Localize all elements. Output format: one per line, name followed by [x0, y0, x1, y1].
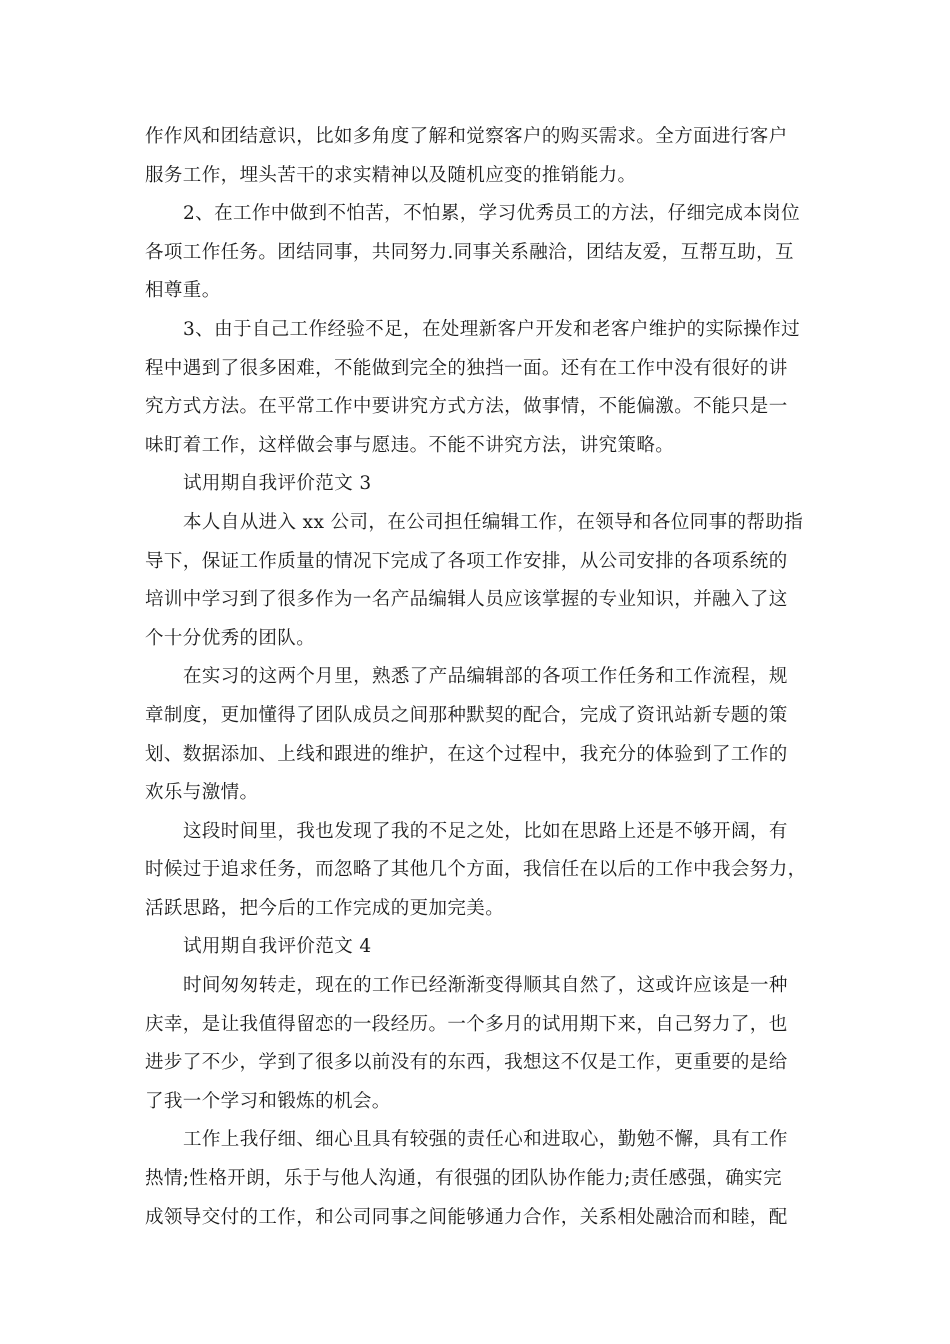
text-line: 3、由于自己工作经验不足，在处理新客户开发和老客户维护的实际操作过: [183, 318, 800, 340]
text-line: 导下，保证工作质量的情况下完成了各项工作安排，从公司安排的各项系统的: [145, 550, 788, 572]
text-line: 进步了不少，学到了很多以前没有的东西，我想这不仅是工作，更重要的是给: [145, 1052, 788, 1074]
text-line: 相尊重。: [145, 280, 221, 302]
text-line: 时候过于追求任务，而忽略了其他几个方面，我信任在以后的工作中我会努力，: [145, 859, 807, 881]
text-line: 成领导交付的工作，和公司同事之间能够通力合作，关系相处融洽而和睦，配: [145, 1206, 788, 1228]
text-line: 究方式方法。在平常工作中要讲究方式方法，做事情，不能偏激。不能只是一: [145, 396, 788, 418]
text-line: 时间匆匆转走，现在的工作已经渐渐变得顺其自然了，这或许应该是一种: [183, 975, 788, 997]
text-line: 这段时间里，我也发现了我的不足之处，比如在思路上还是不够开阔，有: [183, 820, 788, 842]
text-line: 热情;性格开朗，乐于与他人沟通，有很强的团队协作能力;责任感强，确实完: [145, 1168, 782, 1190]
text-line: 培训中学习到了很多作为一名产品编辑人员应该掌握的专业知识，并融入了这: [145, 589, 788, 611]
text-line: 章制度，更加懂得了团队成员之间那种默契的配合，完成了资讯站新专题的策: [145, 704, 788, 726]
section-heading: 试用期自我评价范文 4: [183, 936, 372, 958]
text-line: 2、在工作中做到不怕苦，不怕累，学习优秀员工的方法，仔细完成本岗位: [183, 203, 800, 225]
text-line: 划、数据添加、上线和跟进的维护，在这个过程中，我充分的体验到了工作的: [145, 743, 788, 765]
text-line: 欢乐与激情。: [145, 782, 259, 804]
document-page: [145, 118, 815, 1237]
text-line: 程中遇到了很多困难，不能做到完全的独挡一面。还有在工作中没有很好的讲: [145, 357, 788, 379]
section-heading: 试用期自我评价范文 3: [183, 473, 372, 495]
text-line: 本人自从进入 xx 公司，在公司担任编辑工作，在领导和各位同事的帮助指: [183, 511, 804, 533]
text-line: 在实习的这两个月里，熟悉了产品编辑部的各项工作任务和工作流程，规: [183, 666, 788, 688]
text-line: 庆幸，是让我值得留恋的一段经历。一个多月的试用期下来，自己努力了，也: [145, 1013, 788, 1035]
text-line: 各项工作任务。团结同事，共同努力.同事关系融洽，团结友爱，互帮互助，互: [145, 241, 794, 263]
text-line: 作作风和团结意识，比如多角度了解和觉察客户的购买需求。全方面进行客户: [145, 126, 788, 147]
text-line: 服务工作，埋头苦干的求实精神以及随机应变的推销能力。: [145, 164, 637, 186]
text-line: 活跃思路，把今后的工作完成的更加完美。: [145, 897, 505, 919]
text-line: 了我一个学习和锻炼的机会。: [145, 1090, 391, 1112]
text-line: 味盯着工作，这样做会事与愿违。不能不讲究方法，讲究策略。: [145, 434, 675, 456]
text-line: 工作上我仔细、细心且具有较强的责任心和进取心，勤勉不懈，具有工作: [183, 1129, 788, 1151]
text-line: 个十分优秀的团队。: [145, 627, 316, 649]
